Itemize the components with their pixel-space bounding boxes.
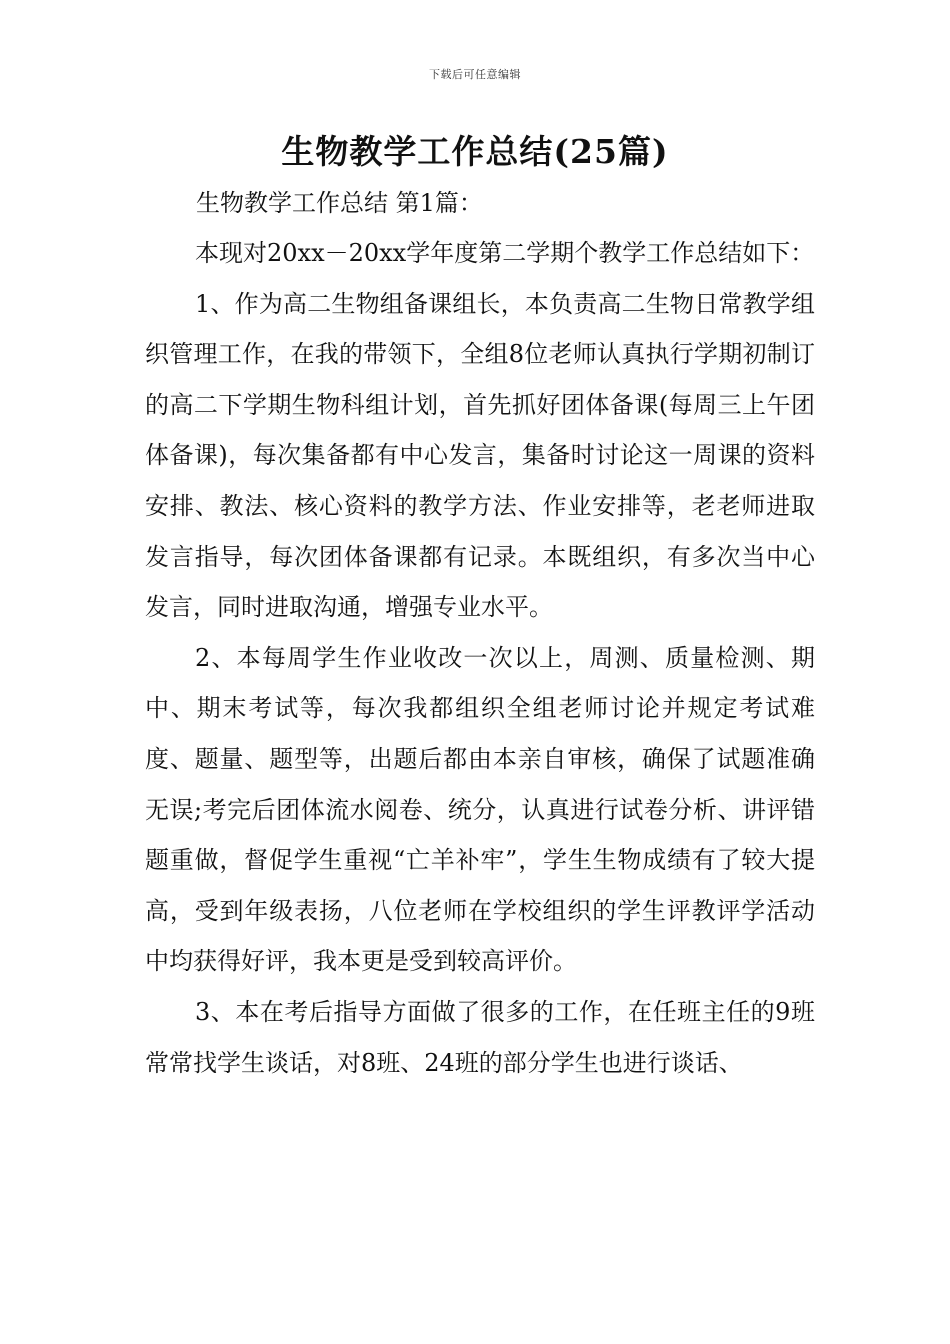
paragraph-intro: 本现对20xx－20xx学年度第二学期个教学工作总结如下： (195, 239, 815, 267)
document-title: 生物教学工作总结(25篇) (281, 132, 669, 171)
paragraph-item-2: 2、本每周学生作业收改一次以上，周测、质量检测、期中、期末考试等，每次我都组织全组老师讨论并规定考试难度、题量、题型等，出题后都由本亲自审核，确保了试题准确无误;考完后团体流水阅卷、统分，认真进行试卷分析、讲评错题重做，督促学生重视“亡羊补牢”，学生生物成绩有了较大提高，受到年级表扬，八位老师在学校组织的学生评教评学活动中均获得好评，我本更是受到较高评价。 (145, 643, 815, 976)
header-note: 下载后可任意编辑 (429, 68, 521, 81)
paragraph-item-3: 3、本在考后指导方面做了很多的工作，在任班主任的9班常常找学生谈话，对8班、24班的部分学生也进行谈话、 (145, 997, 815, 1077)
paragraph-item-1: 1、作为高二生物组备课组长，本负责高二生物日常教学组织管理工作，在我的带领下，全组8位老师认真执行学期初制订的高二下学期生物科组计划，首先抓好团体备课(每周三上午团体备课)，每次集备都有中心发言，集备时讨论这一周课的资料安排、教法、核心资料的教学方法、作业安排等，老老师进取发言指导，每次团体备课都有记录。本既组织，有多次当中心发言，同时进取沟通，增强专业水平。 (145, 289, 815, 622)
document-body (145, 228, 815, 1088)
section-heading: 生物教学工作总结 第1篇： (196, 189, 483, 217)
